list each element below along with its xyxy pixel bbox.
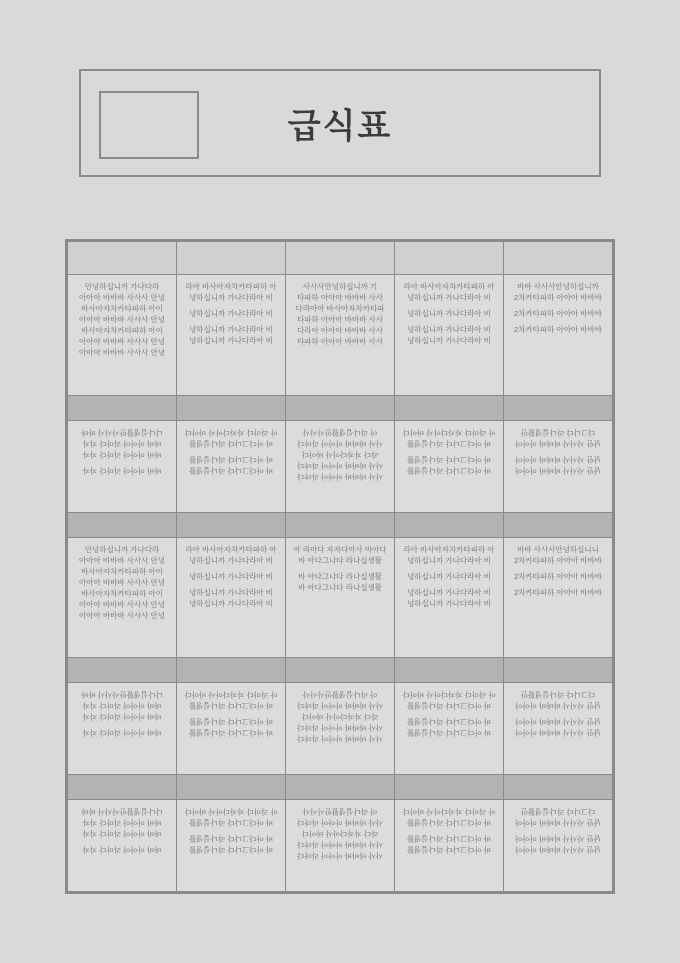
menu-cell[interactable] — [395, 420, 504, 512]
menu-line: 라다 자자다아사 바아다 — [301, 712, 379, 722]
menu-line: 녕하십니까 가나다라아 비 — [407, 325, 491, 334]
menu-line: 나나십생활안사사사 바바 — [81, 427, 163, 437]
menu-line: 바 아다그나다 라나십생활 — [189, 701, 273, 711]
table-spacer-cell — [286, 395, 395, 420]
menu-cell-text — [291, 544, 389, 603]
page-title: 급식표 — [287, 107, 393, 146]
menu-line: 바바 아아아 라마다 자자 — [82, 449, 162, 459]
menu-line: 아 라나십생활안사사사 — [302, 807, 378, 817]
menu-cell-text — [400, 806, 498, 855]
menu-line: 사사 바바바 아아아 라마다 — [297, 471, 383, 481]
menu-line: 나나십생활안사사사 바바 — [81, 807, 163, 817]
menu-line: 바바 아아아 라마다 자자 — [82, 728, 162, 738]
menu-line — [291, 347, 389, 352]
menu-cell[interactable] — [286, 537, 395, 658]
menu-line: 바 아다그나다 라나십생활 — [407, 465, 491, 475]
menu-cell[interactable] — [177, 420, 286, 512]
menu-line: 2차카타파하 아아아 바바바 — [513, 309, 603, 318]
table-spacer-row — [68, 512, 613, 537]
menu-cell[interactable] — [286, 800, 395, 892]
menu-cell-text — [73, 281, 171, 358]
menu-line: 아아아 바바바 사사사 안녕 — [79, 293, 165, 302]
menu-line: 2차카타파하 아아아 바바바 — [513, 293, 603, 302]
menu-line: 라아 바사아자차카타파하 아 — [403, 544, 495, 554]
menu-cell-text — [291, 806, 389, 861]
menu-line: 녕하십니까 가나다라아 비 — [189, 325, 273, 334]
menu-cell[interactable] — [286, 275, 395, 396]
menu-cell[interactable] — [177, 800, 286, 892]
menu-line: 사사 바바바 아아아 라마다 — [297, 840, 383, 850]
table-row — [68, 275, 613, 396]
menu-line: 바 아다그나다 라나십생활 — [407, 454, 491, 464]
menu-line: 라다 자자다아사 바아다 — [301, 829, 379, 839]
table-spacer-cell — [504, 658, 613, 683]
menu-line — [291, 598, 389, 603]
menu-line: 바 아다그나다 라나십생활 — [298, 571, 382, 581]
menu-line: 아 라마다 자자다아사 바아다 — [184, 690, 278, 700]
menu-line: 남안 사사사 바바바 아아아 — [515, 438, 601, 448]
menu-cell[interactable] — [395, 537, 504, 658]
menu-line: 남안 사사사 바바바 아아아 — [515, 845, 601, 855]
menu-cell-text — [509, 689, 607, 738]
table-spacer-cell — [177, 775, 286, 800]
menu-line: 사사 바바바 아아아 라마다 — [297, 723, 383, 733]
table-spacer-cell — [504, 775, 613, 800]
menu-line: 녕하십니까 가나다라아 비 — [407, 587, 491, 597]
menu-cell[interactable] — [504, 420, 613, 512]
menu-line: 아아아 바바바 사사사 안녕 — [79, 315, 165, 324]
table-spacer-cell — [395, 512, 504, 537]
menu-cell-text — [400, 689, 498, 738]
menu-line: 남안 사사사 바바바 아아아 — [515, 818, 601, 828]
menu-line: 바 아다그나다 라나십생활 — [407, 717, 491, 727]
menu-cell[interactable] — [286, 420, 395, 512]
menu-line: 아 라마다 자자다아사 바아다 — [402, 427, 496, 437]
menu-cell[interactable] — [504, 275, 613, 396]
menu-cell[interactable] — [68, 683, 177, 775]
menu-cell-text — [400, 544, 498, 609]
menu-line: 아아아 바바바 사사사 안녕 — [79, 555, 165, 565]
table-spacer-row — [68, 775, 613, 800]
table-spacer-cell — [286, 658, 395, 683]
menu-line: 사사 바바바 아아아 라마다 — [297, 734, 383, 744]
table-spacer-cell — [177, 512, 286, 537]
menu-line: 바 아다그나다 라나십생활 — [407, 728, 491, 738]
menu-cell-text — [182, 806, 280, 855]
meal-plan-table-body — [68, 242, 613, 892]
menu-line: 바바 아아아 라마다 자자 — [82, 712, 162, 722]
menu-line: 녕하십니까 가나다라아 비 — [407, 571, 491, 581]
menu-line: 남안 사사사 바바바 아아아 — [515, 834, 601, 844]
menu-line: 사사 바바바 아아아 라마다 — [297, 818, 383, 828]
table-spacer-cell — [68, 775, 177, 800]
table-header-cell — [395, 242, 504, 275]
menu-cell-text — [400, 281, 498, 346]
menu-line — [400, 449, 498, 454]
menu-line: 바 아다그나다 라나십생활 — [189, 834, 273, 844]
menu-line: 아 라마다 자자다아사 바아다 — [402, 807, 496, 817]
menu-line: 남안 사사사 바바바 아아아 — [515, 701, 601, 711]
menu-cell-text — [73, 427, 171, 476]
table-spacer-row — [68, 658, 613, 683]
menu-line: 바 아다그나다 라나십생활 — [189, 438, 273, 448]
menu-line: 바 아다그나다 라나십생활 — [407, 834, 491, 844]
menu-line: 바 아다그나다 라나십생활 — [189, 454, 273, 464]
menu-cell-text — [291, 689, 389, 744]
menu-line: 녕하십니까 가나다라아 비 — [189, 336, 273, 345]
menu-line: 바 아다그나다 라나십생활 — [407, 701, 491, 711]
menu-line: 바사아자차카타파하 아이 — [81, 566, 163, 576]
table-spacer-cell — [68, 395, 177, 420]
document-header — [79, 69, 601, 177]
menu-line — [509, 335, 607, 340]
menu-line: 남안 사사사 바바바 아아아 — [515, 728, 601, 738]
menu-line: 아아아 바바바 사사사 안녕 — [79, 577, 165, 587]
menu-line: 타파하 아아아 바바바 사사 — [297, 293, 383, 302]
menu-cell[interactable] — [395, 275, 504, 396]
menu-line: 바 아다그나다 라나십생활 — [298, 582, 382, 592]
menu-cell[interactable] — [68, 420, 177, 512]
table-spacer-cell — [68, 512, 177, 537]
menu-line: 녕하십니까 가나다라아 비 — [407, 293, 491, 302]
menu-line: 타파하 아아아 바바바 사사 — [297, 315, 383, 324]
menu-line: 다그나다 라나십생활안 — [520, 427, 596, 437]
table-header-cell — [286, 242, 395, 275]
menu-line: 타파하 아아아 바바바 사사 — [297, 337, 383, 346]
menu-line: 녕하십니까 가나다라아 비 — [407, 309, 491, 318]
table-spacer-cell — [177, 658, 286, 683]
menu-line: 아 라마다 자자다아사 바아다 — [402, 690, 496, 700]
menu-cell[interactable] — [286, 683, 395, 775]
menu-cell-text — [509, 281, 607, 340]
menu-line: 다라아 아아아 바바바 사사 — [297, 326, 383, 335]
menu-line: 바바 아아아 라마다 자자 — [82, 465, 162, 475]
menu-line: 녕하십니까 가나다라아 비 — [407, 598, 491, 608]
menu-line — [509, 449, 607, 454]
menu-line: 바 아다그나다 라나십생활 — [407, 818, 491, 828]
table-spacer-cell — [395, 658, 504, 683]
table-spacer-cell — [504, 395, 613, 420]
menu-line: 사사 바바바 아아아 라마다 — [297, 851, 383, 861]
menu-line: 바 아다그나다 라나십생활 — [189, 818, 273, 828]
table-spacer-cell — [286, 512, 395, 537]
menu-line: 바사아자차카타파하 아이 — [81, 304, 163, 313]
menu-line: 아 라나십생활안사사사 — [302, 427, 378, 437]
menu-cell[interactable] — [177, 275, 286, 396]
table-spacer-cell — [504, 512, 613, 537]
menu-line: 아 라나십생활안사사사 — [302, 690, 378, 700]
menu-line: 아아아 바바바 사사사 안녕 — [79, 337, 165, 346]
menu-line: 바사아자차카타파하 아이 — [81, 588, 163, 598]
menu-line: 아아아 바바바 사사사 안녕 — [79, 599, 165, 609]
menu-cell-text — [73, 544, 171, 621]
menu-line: 아 라마다 자자다아사 바아다 — [293, 544, 387, 554]
menu-line: 남안 사사사 바바바 아아아 — [515, 717, 601, 727]
menu-line: 녕하십니까 가나다라아 비 — [189, 571, 273, 581]
menu-cell-text — [509, 427, 607, 476]
menu-line: 라아 바사아자차카타파하 아 — [185, 282, 277, 291]
menu-cell-text — [182, 544, 280, 609]
menu-line: 사사 바바바 아아아 라마다 — [297, 701, 383, 711]
menu-cell-text — [182, 427, 280, 476]
table-spacer-cell — [68, 658, 177, 683]
menu-line: 안녕하십니까 가나다라 — [84, 544, 160, 554]
menu-cell[interactable] — [68, 275, 177, 396]
menu-line: 바바 사사사안녕하십니까 — [517, 282, 599, 291]
menu-line: 2차카타파하 아아아 바바바 — [513, 571, 603, 581]
menu-line: 라아 바사아자차카타파하 아 — [403, 282, 495, 291]
meal-plan-table — [67, 241, 613, 892]
menu-cell[interactable] — [177, 537, 286, 658]
menu-line: 바 아다그나다 라나십생활 — [189, 465, 273, 475]
menu-line: 다라아아 바사아자차카타파 — [295, 304, 385, 313]
menu-line: 바 아다그나다 라나십생활 — [189, 717, 273, 727]
menu-line: 다그나다 라나십생활안 — [520, 807, 596, 817]
table-row — [68, 800, 613, 892]
menu-line: 남안 사사사 바바바 아아아 — [515, 454, 601, 464]
menu-cell-text — [73, 689, 171, 738]
menu-cell[interactable] — [504, 800, 613, 892]
menu-cell[interactable] — [395, 683, 504, 775]
menu-cell[interactable] — [395, 800, 504, 892]
menu-line: 사사 바바바 아아아 라마다 — [297, 438, 383, 448]
menu-line: 바 아다그나다 라나십생활 — [298, 555, 382, 565]
menu-cell-text — [509, 806, 607, 855]
menu-line: 남안 사사사 바바바 아아아 — [515, 465, 601, 475]
menu-line: 2차카타파하 아아아 바바바 — [513, 325, 603, 334]
menu-line: 아 라마다 자자다아사 바아다 — [184, 807, 278, 817]
menu-cell-text — [291, 427, 389, 482]
table-header-row — [68, 242, 613, 275]
menu-line: 녕하십니까 가나다라아 비 — [407, 555, 491, 565]
menu-cell-text — [73, 806, 171, 855]
table-row — [68, 537, 613, 658]
menu-cell-text — [291, 281, 389, 352]
table-row — [68, 683, 613, 775]
menu-line: 바 아다그나다 라나십생활 — [407, 845, 491, 855]
menu-line: 바바 아아아 라마다 자자 — [82, 438, 162, 448]
menu-line: 다그나다 라나십생활안 — [520, 690, 596, 700]
menu-cell[interactable] — [177, 683, 286, 775]
menu-line: 2차카타파하 아아아 바바바 — [513, 555, 603, 565]
table-header-cell — [68, 242, 177, 275]
menu-cell-text — [509, 544, 607, 603]
menu-line: 아 라마다 자자다아사 바아다 — [184, 427, 278, 437]
table-spacer-cell — [177, 395, 286, 420]
menu-line: 안녕하십니까 가나다라 — [84, 282, 160, 291]
table-spacer-cell — [395, 395, 504, 420]
menu-line: 사사사안녕하십니까 기 — [302, 282, 378, 291]
menu-line: 바 아다그나다 라나십생활 — [407, 438, 491, 448]
table-header-cell — [177, 242, 286, 275]
menu-line: 2차카타파하 아아아 바바바 — [513, 587, 603, 597]
menu-line: 라아 바사아자차카타파하 아 — [185, 544, 277, 554]
table-row — [68, 420, 613, 512]
menu-line — [509, 598, 607, 603]
menu-line: 바바 아아아 라마다 자자 — [82, 818, 162, 828]
menu-line: 바바 아아아 라마다 자자 — [82, 829, 162, 839]
menu-line: 나나십생활안사사사 바바 — [81, 690, 163, 700]
menu-cell-text — [182, 281, 280, 346]
menu-line: 바바 아아아 라마다 자자 — [82, 701, 162, 711]
menu-line: 녕하십니까 가나다라아 비 — [189, 293, 273, 302]
table-spacer-row — [68, 395, 613, 420]
menu-cell[interactable] — [504, 683, 613, 775]
menu-line: 바바 사사사안녕하십니니 — [517, 544, 599, 554]
menu-cell-text — [182, 689, 280, 738]
menu-line: 바 아다그나다 라나십생활 — [189, 845, 273, 855]
table-header-cell — [504, 242, 613, 275]
menu-line: 녕하십니까 가나다라아 비 — [189, 309, 273, 318]
menu-line: 아아아 바바바 사사사 안녕 — [79, 348, 165, 357]
menu-line — [182, 449, 280, 454]
menu-line: 사사 바바바 아아아 라마다 — [297, 460, 383, 470]
menu-cell[interactable] — [68, 537, 177, 658]
menu-line: 녕하십니까 가나다라아 비 — [189, 587, 273, 597]
menu-line: 녕하십니까 가나다라아 비 — [407, 336, 491, 345]
menu-cell-text — [400, 427, 498, 476]
menu-line: 녕하십니까 가나다라아 비 — [189, 598, 273, 608]
menu-line: 녕하십니까 가나다라아 비 — [189, 555, 273, 565]
menu-cell[interactable] — [504, 537, 613, 658]
table-spacer-cell — [286, 775, 395, 800]
menu-line: 바 아다그나다 라나십생활 — [189, 728, 273, 738]
menu-line: 아아아 바바바 사사사 안녕 — [79, 610, 165, 620]
menu-line: 바바 아아아 라마다 자자 — [82, 845, 162, 855]
menu-line: 바사아자차카타파하 아이 — [81, 326, 163, 335]
meal-plan-table-wrapper — [65, 239, 615, 894]
menu-line: 라다 자자다아사 바아다 — [301, 449, 379, 459]
menu-line — [73, 460, 171, 465]
table-spacer-cell — [395, 775, 504, 800]
menu-cell[interactable] — [68, 800, 177, 892]
